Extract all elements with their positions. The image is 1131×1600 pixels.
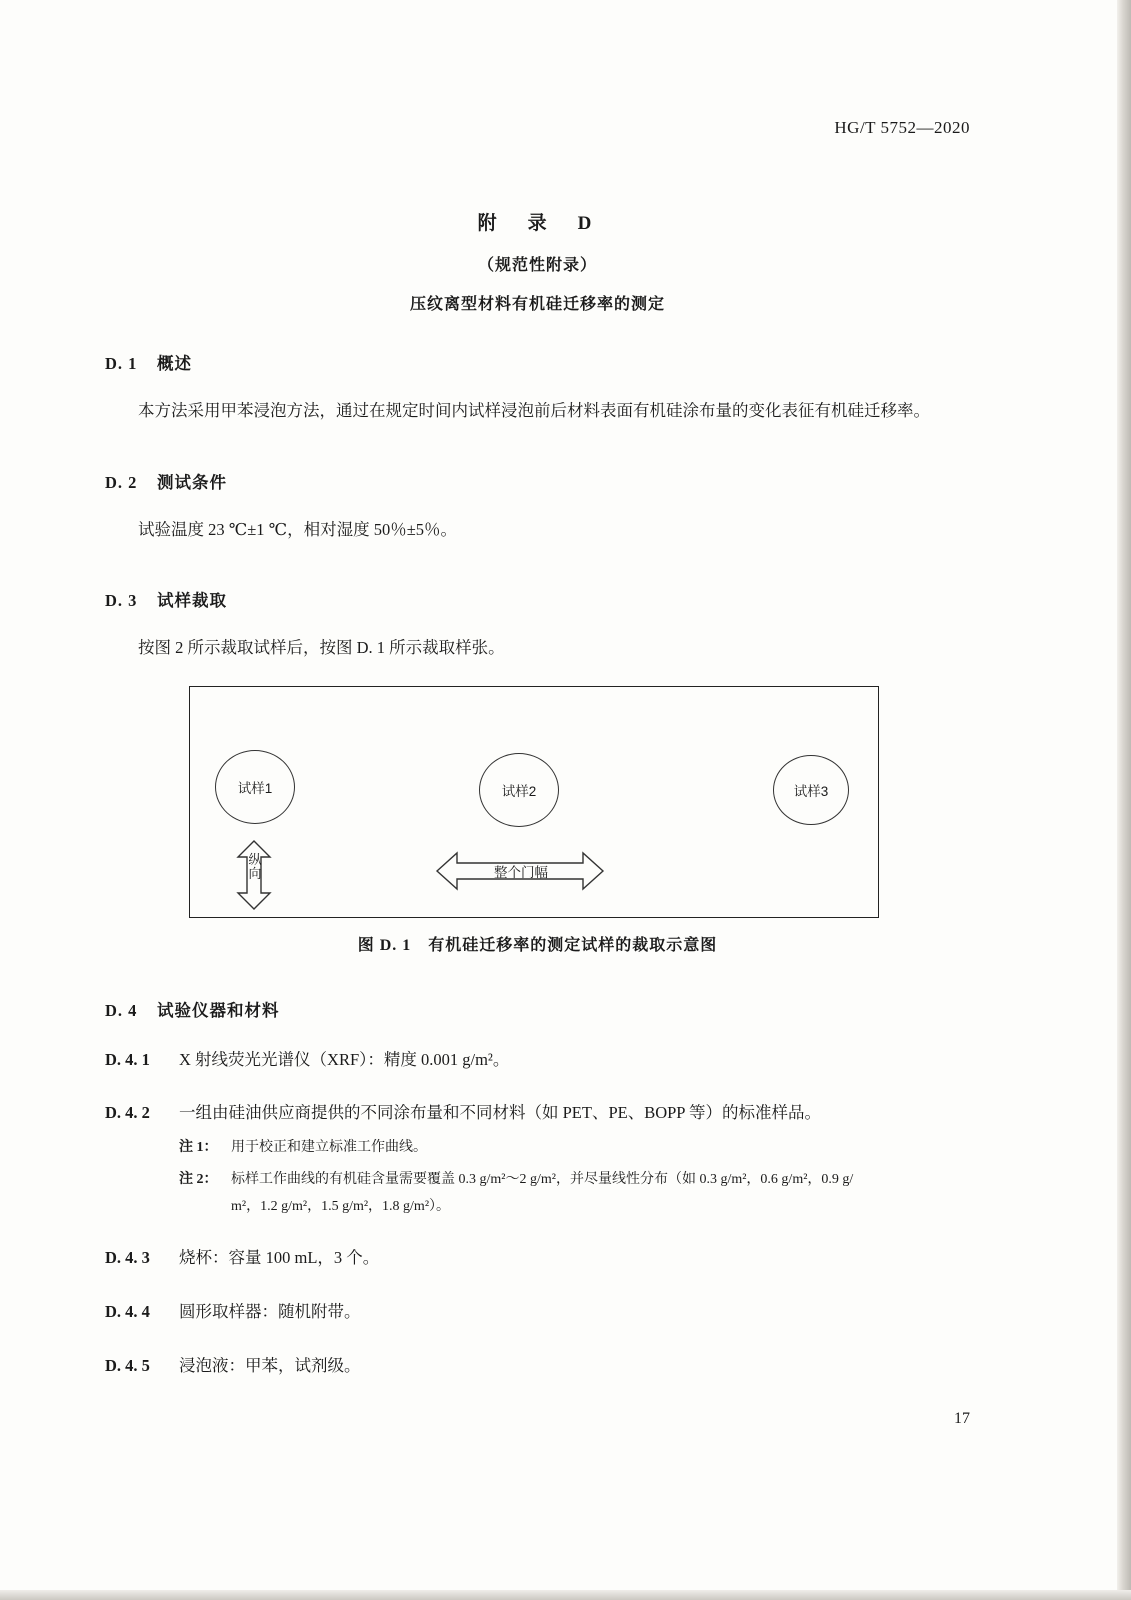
page-number: 17 xyxy=(954,1410,970,1427)
page-header-standard-number: HG/T 5752—2020 xyxy=(834,118,970,137)
list-item xyxy=(105,1045,970,1075)
item-text-d4-5: 浸泡液：甲苯，试剂级。 xyxy=(179,1355,361,1375)
sample-ellipse-2: 试样2 xyxy=(479,753,559,827)
note-2 xyxy=(179,1168,970,1193)
section-d2-paragraph: 试验温度 23 ℃±1 ℃，相对湿度 50％±5％。 xyxy=(138,519,458,539)
page-content xyxy=(105,0,970,1427)
item-label-d4-5: D. 4. 5 xyxy=(105,1355,150,1375)
item-label-d4-4: D. 4. 4 xyxy=(105,1302,150,1322)
item-label-d4-3: D. 4. 3 xyxy=(105,1248,150,1268)
item-text-d4-3: 烧杯：容量 100 mL，3 个。 xyxy=(179,1248,380,1268)
note-1 xyxy=(179,1136,970,1161)
section-title-d4: 试验仪器和材料 xyxy=(157,1000,280,1020)
note-2-label: 注 2： xyxy=(179,1172,218,1188)
section-d1-paragraph: 本方法采用甲苯浸泡方法，通过在规定时间内试样浸泡前后材料表面有机硅涂布量的变化表征有机硅迁移率。 xyxy=(138,401,930,420)
section-d3-paragraph: 按图 2 所示裁取试样后，按图 D. 1 所示裁取样张。 xyxy=(138,638,505,658)
note-2-text: 标样工作曲线的有机硅含量需要覆盖 0.3 g/m²～2 g/m²，并尽量线性分布（如 0.3 g/m²，0.6 g/m²，0.9 g/ xyxy=(231,1172,854,1188)
annex-title: 附 录 D xyxy=(477,213,598,234)
section-title-d3: 试样裁取 xyxy=(157,591,227,611)
vertical-arrow-label: 纵向 xyxy=(248,851,262,882)
note-2-text-continued: m²，1.2 g/m²，1.5 g/m²，1.8 g/m²）。 xyxy=(231,1198,451,1214)
note-1-label: 注 1： xyxy=(179,1139,218,1155)
section-heading-d1 xyxy=(105,350,970,374)
page-edge-bottom xyxy=(0,1590,1131,1600)
list-item xyxy=(105,1098,970,1128)
note-1-text: 用于校正和建立标准工作曲线。 xyxy=(231,1139,427,1155)
sample-ellipse-1: 试样1 xyxy=(215,750,295,824)
section-number-d1: D. 1 xyxy=(105,354,138,373)
sample-ellipse-3: 试样3 xyxy=(773,755,849,825)
section-heading-d3 xyxy=(105,587,970,611)
section-heading-d4 xyxy=(105,997,970,1021)
item-text-d4-1: X 射线荧光光谱仪（XRF）：精度 0.001 g/m²。 xyxy=(179,1049,510,1069)
section-number-d3: D. 3 xyxy=(105,591,138,611)
figure-d1-diagram xyxy=(189,686,879,918)
horizontal-arrow-label: 整个门幅 xyxy=(494,864,548,880)
figure-d1-caption: 图 D. 1 有机硅迁移率的测定试样的裁取示意图 xyxy=(357,936,718,954)
annex-name: 压纹离型材料有机硅迁移率的测定 xyxy=(409,296,665,313)
section-number-d4: D. 4 xyxy=(105,1000,138,1020)
item-label-d4-1: D. 4. 1 xyxy=(105,1049,150,1069)
section-heading-d2 xyxy=(105,469,970,493)
list-item xyxy=(105,1297,970,1327)
page-edge-right xyxy=(1117,0,1131,1600)
section-number-d2: D. 2 xyxy=(105,472,138,492)
item-text-d4-2: 一组由硅油供应商提供的不同涂布量和不同材料（如 PET、PE、BOPP 等）的标准样品。 xyxy=(179,1103,822,1123)
item-text-d4-4: 圆形取样器：随机附带。 xyxy=(179,1302,361,1322)
list-item xyxy=(105,1243,970,1273)
list-item xyxy=(105,1351,970,1381)
section-title-d2: 测试条件 xyxy=(157,472,227,492)
section-title-d1: 概述 xyxy=(157,354,192,373)
item-label-d4-2: D. 4. 2 xyxy=(105,1103,150,1123)
annex-subtitle: （规范性附录） xyxy=(477,257,597,274)
